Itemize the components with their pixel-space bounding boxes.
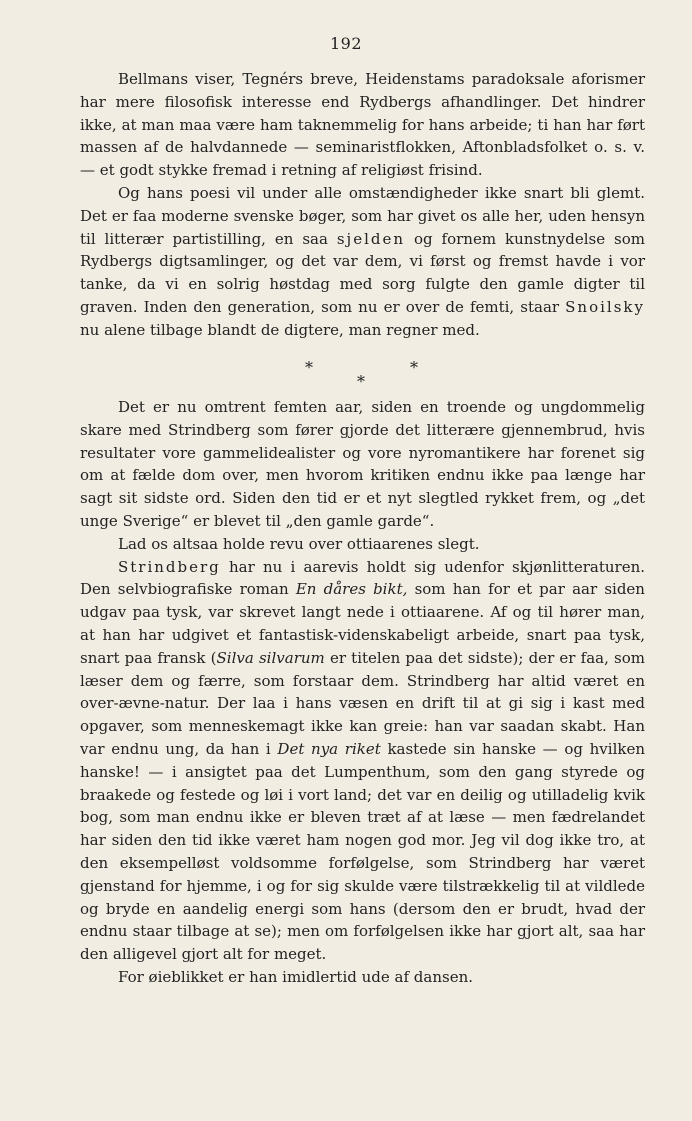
author-name-snoilsky: Snoilsky: [565, 297, 645, 316]
asterism-divider: [0, 358, 692, 398]
book-title: Silva silvarum: [216, 648, 325, 667]
paragraph: Det er nu omtrent femten aar, siden en troende og ungdommelig skare med Strindberg som fører gjorde det litterære gjennembrud, hvis resultater vore gammelidealister og vore nyromantikere har forenet sig om at fælde dom over, men hvorom kritiken endnu ikke paa længe har sagt sit sidste ord. Siden den tid er et nyt slegtled rykket frem, og „det unge Sverige“ er blevet til „den gamle garde“.: [80, 398, 645, 530]
paragraph: [80, 182, 645, 342]
paragraph: Bellmans viser, Tegnérs breve, Heidenstams paradoksale aforismer har mere filosofisk interesse end Rydbergs afhandlinger. Det hindrer ikke, at man maa være ham taknemmelig for hans arbeide; ti han har ført massen af de halvdannede — seminaristflokken, Aftonbladsfolket o. s. v. — et godt stykke fremad i retning af religiøst frisind.: [80, 70, 645, 180]
paragraph-text: har nu i aarevis holdt sig udenfor skjønlitteraturen. Den selvbiografiske roman: [80, 557, 645, 599]
paragraph-text: kastede sin hanske — og hvilken hanske! — i ansigtet paa det Lumpenthum, som den gang styrede og braakede og festede og løi i vort land; det var en deilig og utilladelig kvik bog, som man endnu ikke er bleven træt af at læse — men fædrelandet har siden den tid ikke været ham nogen god mor. Jeg vil dog ikke tro, at den eksempelløst voldsomme forfølgelse, som Strindberg har været gjenstand for hjemme, i og for sig skulde være tilstrækkelig til at vildlede og bryde en aandelig energi som hans (dersom den er brudt, hvad der endnu staar tilbage at se); men om forfølgelsen ikke har gjort alt, saa har den alligevel gjort alt for meget.: [80, 739, 646, 964]
paragraph-text: Og hans poesi vil under alle omstændigheder ikke snart bli glemt. Det er faa moderne svenske bøger, som har givet os alle her, uden hensyn til litterær partistilling, en saa: [80, 183, 645, 248]
page-number: 192: [329, 34, 363, 53]
paragraph-text: som han for et par aar siden udgav paa tysk, var skrevet langt nede i ottiaarene. Af og til hører man, at han har udgivet et fantastisk-videnskabeligt arbeide, snart paa tysk, snart paa fransk (: [80, 580, 645, 667]
paragraph-text: og fornem kunstnydelse som Rydbergs digtsamlinger, og det var dem, vi først og fremst havde i vor tanke, da vi en solrig høstdag med sorg fulgte den gamle digter til graven. Inden den generation, som nu er over de femti, staar: [80, 229, 645, 316]
text-section-2: [80, 396, 645, 989]
author-name-strindberg: Strindberg: [118, 557, 221, 576]
spaced-word: sjelden: [336, 229, 406, 248]
paragraph-text: nu alene tilbage blandt de digtere, man regner med.: [80, 320, 480, 339]
paragraph: For øieblikket er han imidlertid ude af dansen.: [118, 967, 473, 986]
asterisk: *: [410, 358, 418, 377]
book-title: En dåres bikt,: [295, 580, 408, 599]
paragraph: [80, 556, 645, 966]
asterisk: *: [305, 358, 313, 377]
book-title: Det nya riket: [277, 739, 381, 758]
text-section-1: [80, 68, 645, 342]
paragraph: Lad os altsaa holde revu over ottiaarenes slegt.: [118, 534, 480, 553]
asterisk: *: [357, 372, 365, 391]
paragraph-text: er titelen paa det sidste); der er faa, som læser dem og færre, som forstaar dem. Strindberg har altid været en over-ævne-natur. Der laa i hans væsen en drift til at gi sig i kast med opgaver, som menneskemagt ikke kan greie: han var saadan skabt. Han var endnu ung, da han i: [80, 648, 645, 758]
